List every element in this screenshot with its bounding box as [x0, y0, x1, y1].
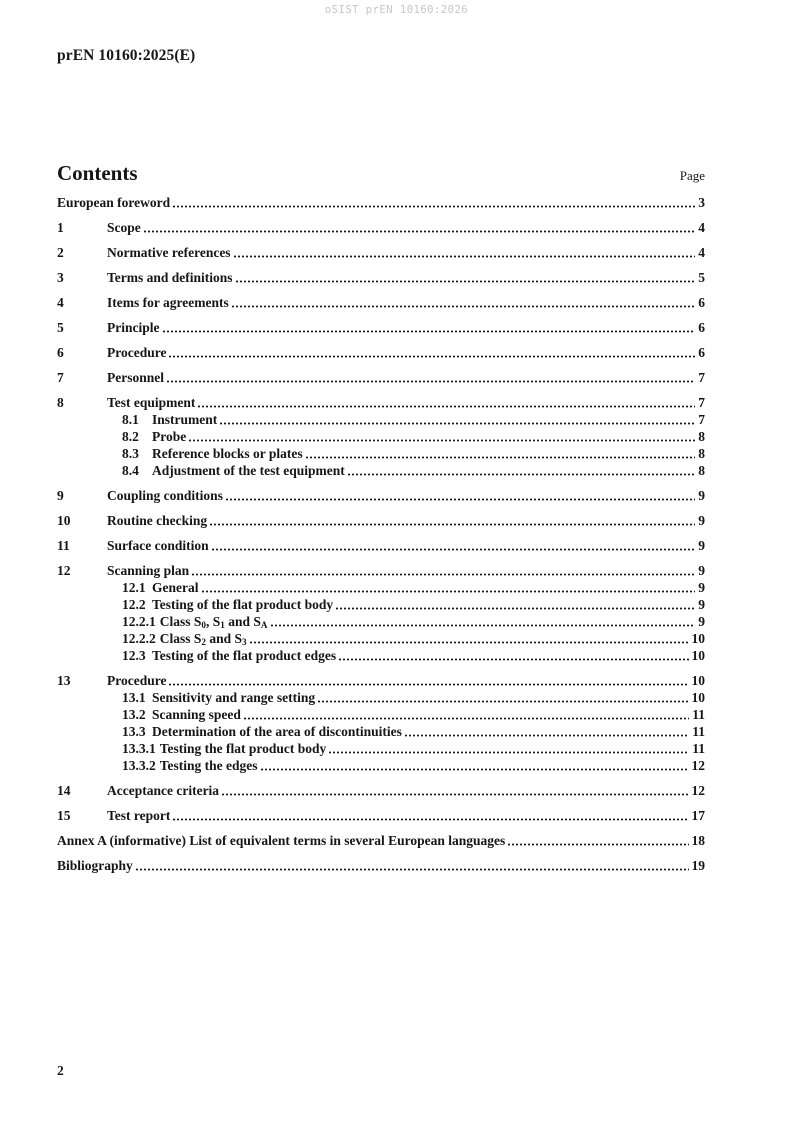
toc-entry: [57, 537, 705, 554]
toc-entry-page: 7: [698, 370, 705, 385]
toc-entry-title: Determination of the area of discontinuities: [152, 724, 402, 739]
toc-entry-number: 1: [57, 220, 64, 235]
toc-entry-title: Scanning speed: [152, 707, 241, 722]
toc-entry-number: 15: [57, 808, 71, 823]
toc-entry: [57, 723, 705, 740]
toc-entry-page: 9: [698, 488, 705, 503]
toc-entry-title: Procedure: [107, 345, 167, 360]
dot-leader: [261, 768, 689, 771]
toc-entry-page: 18: [691, 833, 705, 848]
dot-leader: [144, 230, 696, 233]
toc-entry-page: 8: [698, 446, 705, 461]
toc-entry-page: 9: [698, 614, 705, 629]
dot-leader: [192, 573, 695, 576]
toc-entry: [57, 579, 705, 596]
toc-entry-title: Adjustment of the test equipment: [152, 463, 345, 478]
dot-leader: [167, 380, 695, 383]
toc-entry-number: 13.3.2: [122, 758, 156, 773]
toc-entry-page: 6: [698, 320, 705, 335]
dot-leader: [236, 280, 696, 283]
toc-entry-number: 8.2: [122, 429, 139, 444]
dot-leader: [271, 624, 696, 627]
toc-entry-title: Routine checking: [107, 513, 208, 528]
toc-entry-number: 9: [57, 488, 64, 503]
toc-entry-page: 17: [691, 808, 705, 823]
toc-entry: [57, 445, 705, 462]
toc-entry-title: Testing the edges: [159, 758, 258, 773]
dot-leader: [202, 590, 696, 593]
toc-entry-title: Terms and definitions: [107, 270, 233, 285]
toc-entry-page: 12: [691, 783, 705, 798]
toc-entry: [57, 244, 705, 261]
dot-leader: [232, 305, 696, 308]
toc-entry: [57, 857, 705, 874]
toc-entry: [57, 462, 705, 479]
toc-entry-number: 12.3: [122, 648, 146, 663]
toc-entry-number: 14: [57, 783, 71, 798]
toc-entry: [57, 807, 705, 824]
toc-entry-page: 7: [698, 395, 705, 410]
toc-entry-page: 7: [698, 412, 705, 427]
toc-heading: Contents: [57, 161, 138, 185]
watermark: oSIST prEN 10160:2026: [324, 4, 469, 16]
toc-entry: [57, 630, 705, 647]
toc-entry-title: Acceptance criteria: [107, 783, 220, 798]
toc-entry-title: Instrument: [152, 412, 218, 427]
toc-entry-number: 5: [57, 320, 64, 335]
dot-leader: [339, 658, 688, 661]
toc-entry: [57, 757, 705, 774]
toc-entry: [57, 706, 705, 723]
dot-leader: [163, 330, 696, 333]
toc-entry: [57, 647, 705, 664]
document-reference: prEN 10160:2025(E): [57, 47, 196, 64]
toc-entry-number: 13.3: [122, 724, 146, 739]
toc-entry-page: 6: [698, 295, 705, 310]
dot-leader: [226, 498, 695, 501]
toc-entry: [57, 411, 705, 428]
dot-leader: [244, 717, 689, 720]
toc-entry-number: 13.1: [122, 690, 146, 705]
dot-leader: [306, 456, 696, 459]
dot-leader: [173, 205, 695, 208]
toc-entry-number: 4: [57, 295, 64, 310]
toc-entry-number: 12: [57, 563, 71, 578]
toc-header: [57, 161, 705, 186]
toc-entry-title: Testing of the flat product body: [152, 597, 334, 612]
toc-entry-number: 13: [57, 673, 71, 688]
toc-entry: [57, 394, 705, 411]
dot-leader: [250, 641, 689, 644]
dot-leader: [169, 355, 695, 358]
toc-entry-number: 8.3: [122, 446, 139, 461]
toc-entry-number: 7: [57, 370, 64, 385]
toc-entry-title: Bibliography: [57, 858, 133, 873]
toc-entry-title: Items for agreements: [107, 295, 229, 310]
toc-entry: [57, 269, 705, 286]
toc-entry-title: Scope: [107, 220, 141, 235]
toc-entry: [57, 596, 705, 613]
toc-entry: [57, 832, 705, 849]
toc-entry-page: 10: [691, 648, 705, 663]
toc-entry: [57, 428, 705, 445]
toc-entry-title: Coupling conditions: [107, 488, 223, 503]
dot-leader: [220, 422, 695, 425]
dot-leader: [318, 700, 688, 703]
dot-leader: [329, 751, 689, 754]
toc-entry-number: 2: [57, 245, 64, 260]
dot-leader: [212, 548, 696, 551]
toc-entry-page: 12: [691, 758, 705, 773]
dot-leader: [222, 793, 688, 796]
toc-entry-page: 4: [698, 245, 705, 260]
toc-entry-title: Class $S_2$ and $S_3$: [159, 631, 247, 647]
toc-entry-page: 8: [698, 463, 705, 478]
toc-entry-page: 11: [692, 741, 705, 756]
dot-leader: [348, 473, 696, 476]
toc-entry-title: Surface condition: [107, 538, 209, 553]
dot-leader: [210, 523, 695, 526]
toc-entry-page: 9: [698, 538, 705, 553]
toc-entry: [57, 562, 705, 579]
toc-entry-title: Testing the flat product body: [159, 741, 327, 756]
toc-entry-page: 10: [691, 673, 705, 688]
toc-entry-number: 12.2: [122, 597, 146, 612]
toc-entry-title: Reference blocks or plates: [152, 446, 303, 461]
toc-entry-title: Class $S_0$, $S_1$ and $S_A$: [159, 614, 268, 630]
toc-entry-number: 8: [57, 395, 64, 410]
toc-entry-number: 12.1: [122, 580, 146, 595]
toc-entry-page: 9: [698, 563, 705, 578]
toc-entry-page: 19: [691, 858, 705, 873]
toc-entry-page: 5: [698, 270, 705, 285]
toc-entry-page: 9: [698, 597, 705, 612]
toc-entry-page: 11: [692, 707, 705, 722]
toc-entry-title: Test report: [107, 808, 171, 823]
toc-entry-page: 11: [692, 724, 705, 739]
toc-entry-page: 10: [691, 690, 705, 705]
toc-page-column-label: Page: [679, 168, 705, 183]
toc-entry: [57, 319, 705, 336]
toc-entry: [57, 219, 705, 236]
toc-entry-number: 11: [57, 538, 70, 553]
dot-leader: [336, 607, 695, 610]
toc-entry-title: Sensitivity and range setting: [152, 690, 316, 705]
toc-entry-page: 8: [698, 429, 705, 444]
dot-leader: [189, 439, 695, 442]
toc-entry-number: 13.2: [122, 707, 146, 722]
dot-leader: [169, 683, 688, 686]
toc-entry: [57, 194, 705, 211]
toc-entry-number: 6: [57, 345, 64, 360]
toc-entry: [57, 613, 705, 630]
dot-leader: [508, 843, 688, 846]
toc-entry: [57, 740, 705, 757]
toc-entry-title: Normative references: [107, 245, 231, 260]
toc-entry: [57, 369, 705, 386]
dot-leader: [234, 255, 696, 258]
toc-entry: [57, 512, 705, 529]
toc-entry-title: Scanning plan: [107, 563, 190, 578]
toc-entry-title: Procedure: [107, 673, 167, 688]
toc-entry-number: 8.4: [122, 463, 139, 478]
dot-leader: [173, 818, 688, 821]
toc-entry-number: 12.2.1: [122, 614, 156, 629]
dot-leader: [405, 734, 689, 737]
toc-entry-number: 13.3.1: [122, 741, 156, 756]
toc-entry: [57, 782, 705, 799]
table-of-contents: [57, 161, 705, 874]
toc-list: [57, 194, 705, 874]
toc-entry-title: Annex A (informative) List of equivalent terms in several European languages: [57, 833, 506, 848]
toc-entry-page: 4: [698, 220, 705, 235]
toc-entry-title: Probe: [152, 429, 187, 444]
toc-entry-title: General: [152, 580, 199, 595]
toc-entry: [57, 672, 705, 689]
toc-entry-title: Principle: [107, 320, 160, 335]
dot-leader: [136, 868, 689, 871]
toc-entry-page: 3: [698, 195, 705, 210]
toc-entry: [57, 294, 705, 311]
dot-leader: [198, 405, 695, 408]
toc-entry-title: European foreword: [57, 195, 171, 210]
toc-entry-title: Testing of the flat product edges: [152, 648, 337, 663]
toc-entry: [57, 487, 705, 504]
toc-entry-page: 6: [698, 345, 705, 360]
toc-entry: [57, 344, 705, 361]
toc-entry-title: Test equipment: [107, 395, 196, 410]
toc-entry-page: 9: [698, 580, 705, 595]
toc-entry-number: 3: [57, 270, 64, 285]
footer-page-number: 2: [57, 1063, 64, 1078]
toc-entry-page: 9: [698, 513, 705, 528]
toc-entry-number: 10: [57, 513, 71, 528]
toc-entry-title: Personnel: [107, 370, 164, 385]
toc-entry-page: 10: [691, 631, 705, 646]
toc-entry-number: 8.1: [122, 412, 139, 427]
toc-entry: [57, 689, 705, 706]
toc-entry-number: 12.2.2: [122, 631, 156, 646]
